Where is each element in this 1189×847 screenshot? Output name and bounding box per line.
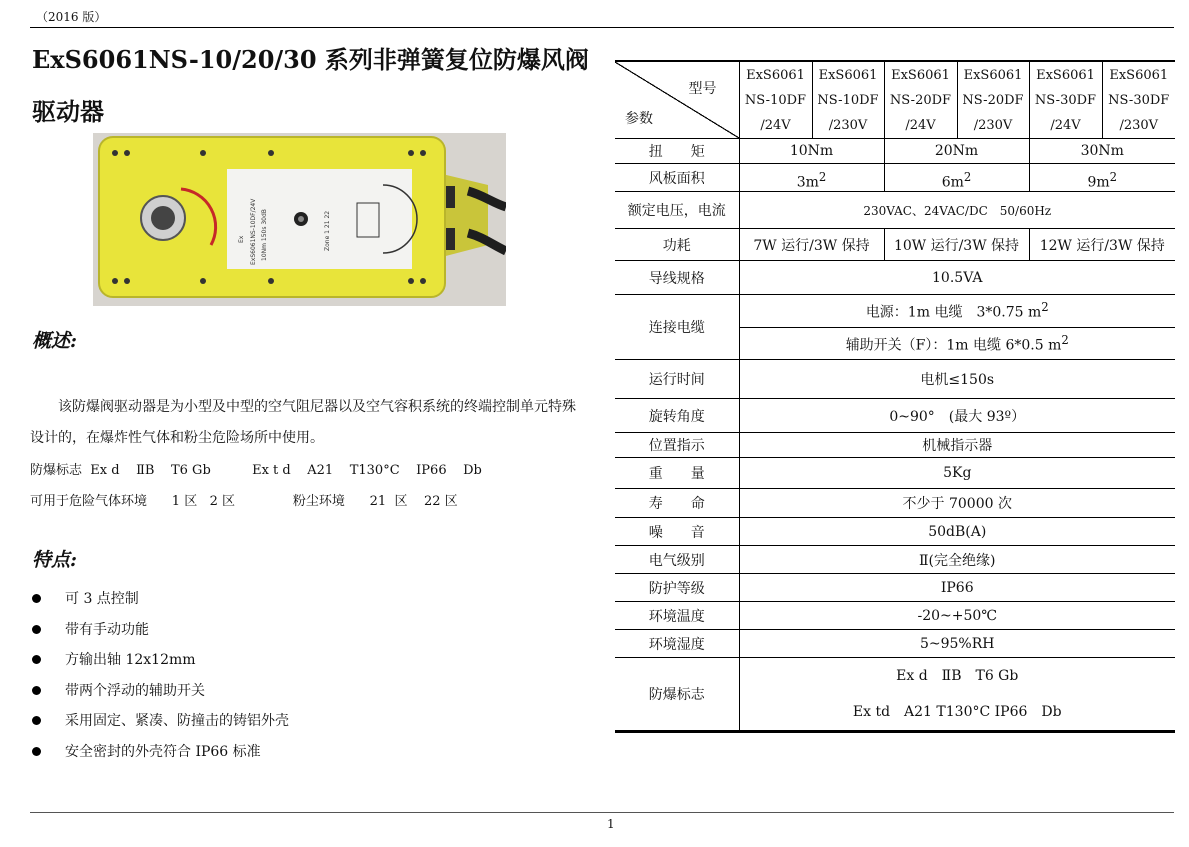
- param-value: $6m^2$: [884, 164, 1029, 192]
- model-header: ExS6061 NS-30DF /24V: [1029, 61, 1102, 139]
- param-value: 不少于 70000 次: [739, 489, 1175, 518]
- product-photo: [93, 133, 506, 306]
- param-value: 12W 运行/3W 保持: [1029, 229, 1175, 261]
- spec-table: [615, 60, 1175, 733]
- param-label: 环境温度: [615, 602, 739, 630]
- feature-item: 采用固定、紧凑、防撞击的铸铝外壳: [30, 710, 289, 741]
- table-row: [615, 360, 1175, 399]
- param-value: $9m^2$: [1029, 164, 1175, 192]
- param-label: 防护等级: [615, 574, 739, 602]
- param-value: Ex d ⅡB T6 Gb Ex td A21 T130°C IP66 Db: [739, 658, 1175, 732]
- table-row: [615, 458, 1175, 489]
- param-value: 10W 运行/3W 保持: [884, 229, 1029, 261]
- param-label: 噪 音: [615, 518, 739, 546]
- table-row: [615, 192, 1175, 229]
- table-row: [615, 602, 1175, 630]
- param-label: 防爆标志: [615, 658, 739, 732]
- document-title: ExS6061NS-10/20/30 系列非弹簧复位防爆风阀驱动器: [32, 45, 589, 126]
- param-label: 重 量: [615, 458, 739, 489]
- param-label: 环境湿度: [615, 630, 739, 658]
- model-header: ExS6061 NS-10DF /24V: [739, 61, 812, 139]
- svg-text:Ex: Ex: [238, 235, 245, 243]
- param-label: 旋转角度: [615, 399, 739, 433]
- param-label: 电气级别: [615, 546, 739, 574]
- table-row: [615, 546, 1175, 574]
- table-row: [615, 399, 1175, 433]
- param-value: 电源：1m 电缆 3*0.75 $m^2$: [739, 295, 1175, 328]
- param-label: 导线规格: [615, 261, 739, 295]
- header-rule: [30, 27, 1174, 28]
- model-header: ExS6061 NS-20DF /230V: [957, 61, 1029, 139]
- param-label: 连接电缆: [615, 295, 739, 360]
- param-label: 风板面积: [615, 164, 739, 192]
- corner-label-model: 型号: [688, 81, 717, 97]
- footer-rule: [30, 812, 1174, 813]
- features-list: [30, 588, 289, 771]
- table-header-row: [615, 61, 1175, 139]
- param-value: 5Kg: [739, 458, 1175, 489]
- param-label: 运行时间: [615, 360, 739, 399]
- bullet-icon: [32, 747, 41, 756]
- param-label: 位置指示: [615, 433, 739, 458]
- bullet-icon: [32, 625, 41, 634]
- features-heading: 特点:: [32, 549, 78, 571]
- feature-item: 方输出轴 12x12mm: [30, 649, 289, 680]
- bullet-icon: [32, 686, 41, 695]
- model-header: ExS6061 NS-30DF /230V: [1102, 61, 1175, 139]
- bullet-icon: [32, 594, 41, 603]
- param-value: 辅助开关（F）：1m 电缆 6*0.5 $m^2$: [739, 328, 1175, 360]
- ex-marking-line: 防爆标志 Ex d ⅡB T6 Gb Ex t d A21 T130°C IP66 Db: [30, 463, 482, 478]
- table-row: [615, 518, 1175, 546]
- param-value: 机械指示器: [739, 433, 1175, 458]
- table-row: [615, 630, 1175, 658]
- param-value: $3m^2$: [739, 164, 884, 192]
- param-label: 扭 矩: [615, 139, 739, 164]
- table-corner: [615, 61, 739, 139]
- param-value: -20~+50℃: [739, 602, 1175, 630]
- param-value: 10.5VA: [739, 261, 1175, 295]
- svg-text:10Nm 150s 30dB: 10Nm 150s 30dB: [261, 209, 268, 261]
- param-value: 30Nm: [1029, 139, 1175, 164]
- table-row: [615, 489, 1175, 518]
- page-number: 1: [607, 817, 615, 831]
- feature-item: 带两个浮动的辅助开关: [30, 680, 289, 711]
- bullet-icon: [32, 655, 41, 664]
- param-value: 0~90° (最大 93º）: [739, 399, 1175, 433]
- param-value: 10Nm: [739, 139, 884, 164]
- param-label: 寿 命: [615, 489, 739, 518]
- corner-label-param: 参数: [625, 111, 653, 127]
- edition-label: （2016 版）: [36, 10, 107, 24]
- svg-text:Zone 1 21 22: Zone 1 21 22: [324, 210, 331, 251]
- table-row: [615, 658, 1175, 732]
- actuator-photo-icon: [93, 133, 506, 306]
- table-row: [615, 139, 1175, 164]
- param-value: 7W 运行/3W 保持: [739, 229, 884, 261]
- model-header: ExS6061 NS-10DF /230V: [812, 61, 884, 139]
- table-row: [615, 229, 1175, 261]
- param-label: 功耗: [615, 229, 739, 261]
- table-row: [615, 574, 1175, 602]
- overview-heading: 概述:: [32, 330, 78, 352]
- overview-paragraph: 该防爆阀驱动器是为小型及中型的空气阻尼器以及空气容积系统的终端控制单元特殊设计的，在爆炸性气体和粉尘危险场所中使用。: [30, 399, 576, 446]
- table-row: [615, 433, 1175, 458]
- hazard-zones-line: 可用于危险气体环境 1 区 2 区 粉尘环境 21 区 22 区: [30, 494, 458, 509]
- table-row: [615, 164, 1175, 192]
- param-value: Ⅱ(完全绝缘): [739, 546, 1175, 574]
- model-header: ExS6061 NS-20DF /24V: [884, 61, 957, 139]
- feature-item: 安全密封的外壳符合 IP66 标准: [30, 741, 289, 772]
- param-value: IP66: [739, 574, 1175, 602]
- param-label: 额定电压，电流: [615, 192, 739, 229]
- param-value: 电机≤150s: [739, 360, 1175, 399]
- param-value: 50dB(A): [739, 518, 1175, 546]
- table-row: [615, 295, 1175, 328]
- svg-text:ExS6061NS-10DF/24V: ExS6061NS-10DF/24V: [250, 198, 257, 265]
- table-row: [615, 261, 1175, 295]
- param-value: 20Nm: [884, 139, 1029, 164]
- feature-item: 带有手动功能: [30, 619, 289, 650]
- param-value: 5~95%RH: [739, 630, 1175, 658]
- param-value: 230VAC、24VAC/DC 50/60Hz: [739, 192, 1175, 229]
- bullet-icon: [32, 716, 41, 725]
- feature-item: 可 3 点控制: [30, 588, 289, 619]
